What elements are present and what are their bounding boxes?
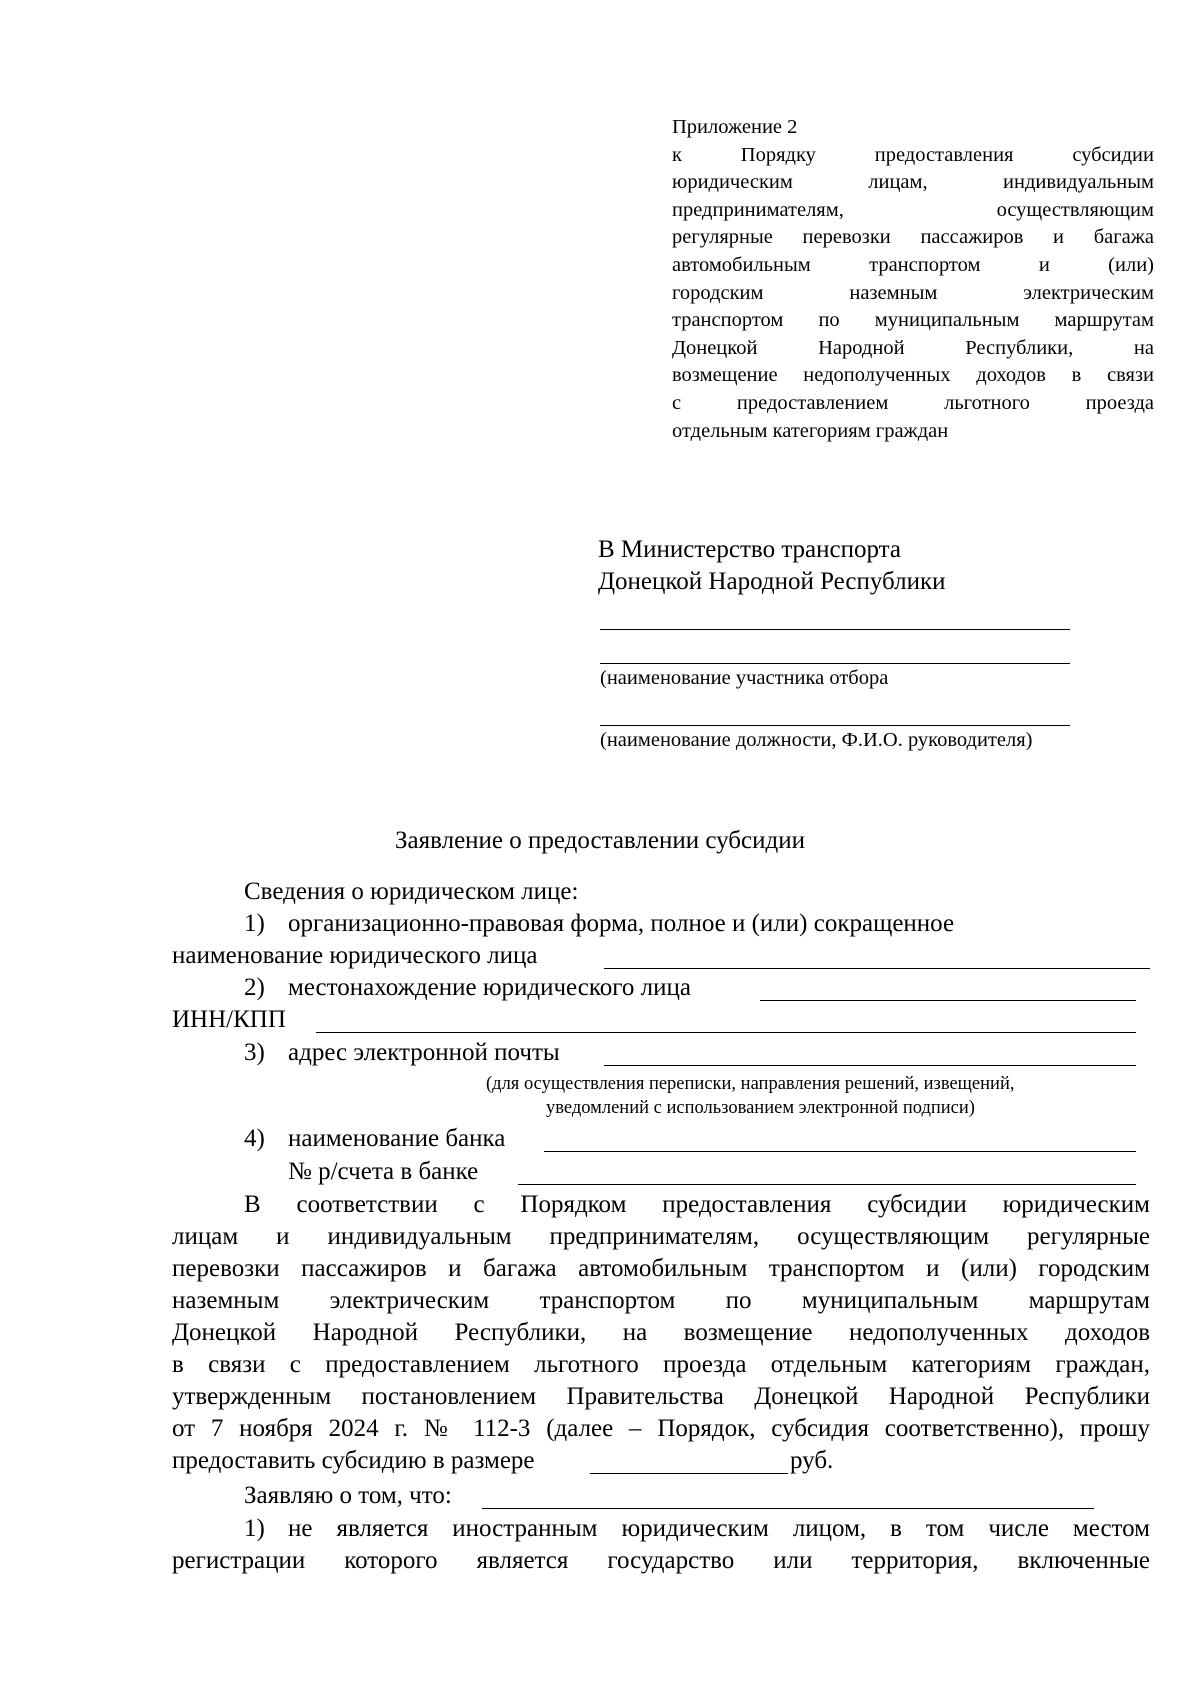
bank-name-blank[interactable] bbox=[544, 1151, 1136, 1152]
paragraph-line: В соответствии с Порядком предоставления субсидии юридическим bbox=[244, 1191, 1150, 1218]
inn-kpp-blank[interactable] bbox=[316, 1032, 1136, 1033]
item1-number: 1) bbox=[244, 910, 265, 937]
amount-prefix: предоставить субсидию в размере bbox=[172, 1447, 535, 1474]
paragraph-line: Донецкой Народной Республики, на возмещение недополученных доходов bbox=[172, 1319, 1150, 1346]
amount-suffix: руб. bbox=[790, 1447, 834, 1474]
account-label: № р/счета в банке bbox=[288, 1158, 479, 1185]
applicant-blank-2[interactable] bbox=[600, 663, 1070, 664]
applicant-caption: (наименование участника отбора bbox=[600, 667, 889, 689]
item1-text: организационно-правовая форма, полное и (или) сокращенное bbox=[288, 910, 955, 937]
item3-text: адрес электронной почты bbox=[288, 1039, 560, 1066]
declaration-blank[interactable] bbox=[482, 1508, 1094, 1509]
email-note-cont: уведомлений с использованием электронной подписи) bbox=[546, 1098, 975, 1118]
paragraph-line: от 7 ноября 2024 г. № 112-3 (далее – Порядок, субсидия соответственно), прошу bbox=[172, 1415, 1150, 1442]
email-note: (для осуществления переписки, направления решений, извещений, bbox=[486, 1074, 1015, 1094]
decl-item1-text-cont: регистрации которого является государство или территория, включенные bbox=[172, 1547, 1150, 1574]
paragraph-line: утвержденным постановлением Правительства Донецкой Народной Республики bbox=[172, 1383, 1150, 1410]
addressee-line-1: В Министерство транспорта bbox=[598, 536, 901, 563]
appendix-line: транспортом по муниципальным маршрутам bbox=[672, 309, 1154, 332]
head-blank[interactable] bbox=[600, 725, 1070, 726]
applicant-blank-1[interactable] bbox=[600, 629, 1070, 630]
legal-name-blank[interactable] bbox=[604, 968, 1150, 969]
item4-number: 4) bbox=[244, 1125, 265, 1152]
email-blank[interactable] bbox=[604, 1065, 1136, 1066]
appendix-title: Приложение 2 bbox=[672, 116, 798, 138]
item2-number: 2) bbox=[244, 974, 265, 1001]
section-heading: Сведения о юридическом лице: bbox=[244, 878, 579, 905]
item3-number: 3) bbox=[244, 1039, 265, 1066]
appendix-line: юридическим лицам, индивидуальным bbox=[672, 171, 1154, 194]
appendix-line: городским наземным электрическим bbox=[672, 281, 1154, 304]
appendix-line: к Порядку предоставления субсидии bbox=[672, 143, 1154, 166]
item2-text: местонахождение юридического лица bbox=[288, 974, 691, 1001]
appendix-line: с предоставлением льготного проезда bbox=[672, 391, 1154, 414]
decl-item1-number: 1) bbox=[244, 1515, 265, 1542]
address-blank[interactable] bbox=[760, 1000, 1136, 1001]
amount-blank[interactable] bbox=[590, 1473, 788, 1474]
appendix-block bbox=[672, 114, 1154, 445]
account-blank[interactable] bbox=[518, 1184, 1136, 1185]
declaration-intro: Заявляю о том, что: bbox=[244, 1482, 452, 1509]
appendix-line: возмещение недополученных доходов в связи bbox=[672, 364, 1154, 387]
inn-kpp-label: ИНН/КПП bbox=[172, 1006, 286, 1033]
paragraph-line: перевозки пассажиров и багажа автомобильным транспортом и (или) городским bbox=[172, 1255, 1150, 1282]
paragraph-line: наземным электрическим транспортом по муниципальным маршрутам bbox=[172, 1287, 1150, 1314]
form-title: Заявление о предоставлении субсидии bbox=[395, 827, 805, 854]
decl-item1-text: не является иностранным юридическим лицом, в том числе местом bbox=[288, 1515, 1150, 1542]
paragraph-line: лицам и индивидуальным предпринимателям, осуществляющим регулярные bbox=[172, 1223, 1150, 1250]
item4-text: наименование банка bbox=[288, 1125, 506, 1152]
appendix-line: отдельным категориям граждан bbox=[672, 419, 949, 442]
item1-text-cont: наименование юридического лица bbox=[172, 942, 538, 969]
paragraph-line: в связи с предоставлением льготного проезда отдельным категориям граждан, bbox=[172, 1351, 1150, 1378]
appendix-line: Донецкой Народной Республики, на bbox=[672, 336, 1154, 359]
appendix-line: предпринимателям, осуществляющим bbox=[672, 198, 1154, 221]
appendix-line: регулярные перевозки пассажиров и багажа bbox=[672, 226, 1154, 249]
addressee-line-2: Донецкой Народной Республики bbox=[598, 568, 946, 595]
appendix-line: автомобильным транспортом и (или) bbox=[672, 253, 1154, 276]
head-caption: (наименование должности, Ф.И.О. руководителя) bbox=[600, 729, 1033, 751]
